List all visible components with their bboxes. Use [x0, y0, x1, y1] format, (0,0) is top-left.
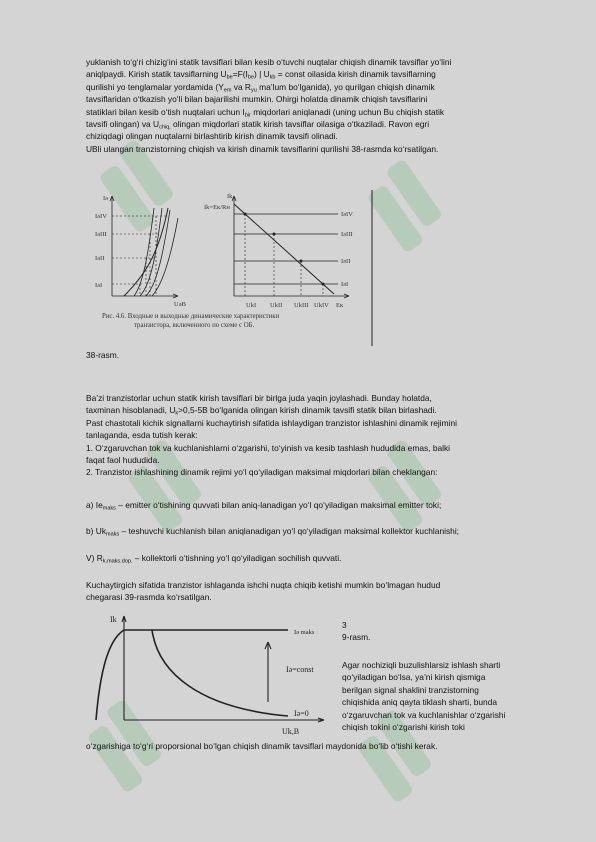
paragraph-nonlinear [342, 659, 547, 733]
text-line: chegarasi 39-rasmda ko‘rsatilgan. [86, 592, 212, 603]
text-line: tanlaganda, esda tutish kerak: [86, 430, 198, 441]
text-line: statiklari bilan kesib o‘tish nuqtalari uchun $I_{bir}$ miqdorlari aniqlanadi (uning uchun Bu chiqish statik [86, 106, 445, 119]
text-line: faqat faol hududida. [86, 455, 160, 466]
text-line: berilgan signal shaklini tranzistorning [342, 684, 479, 695]
output-characteristics-graph [232, 196, 349, 298]
text-line: tavsifi olingan) va $U_{chiq,}$ olingan miqdorlari statik kirish tavsiflar oilasiga o‘tkaziladi. Ravon egri [86, 119, 430, 131]
paragraph-dynamic-mode [86, 392, 546, 479]
paragraph-working-area [86, 579, 546, 604]
left-xlabel: UəB [174, 301, 186, 308]
figure-39 [88, 612, 338, 740]
list-item-v: V) $R_{k.maks.dop.}$ – kollektorli o‘tishning yo‘l qo‘yiladigan sochilish quvvati. [86, 553, 342, 565]
text-line: Past chastotali kichik signallarni kuchaytirish sifatida ishlaydigan tranzistor ishlashini dinamik rejimini [86, 417, 457, 428]
right-level: IəIII [341, 231, 353, 238]
text-line: Ba’zi tranzistorlar uchun statik kirish tavsiflari bir birlga juda yaqin joylashadi. Bunday holatda, [86, 393, 432, 403]
text-line: yuklanish to‘g‘ri chizig‘ini statik tavsiflari bilan kesib o‘tuvchi nuqtalar chiqish dinamik tavsiflar yo‘lini [86, 57, 452, 67]
right-level: IəI [341, 281, 349, 288]
fig39-ylabel: Ik [110, 615, 117, 624]
list-item-b: b) $Uk_{maks}$ – teshuvchi kuchlanish bilan aniqlanadigan yo‘l qo‘yiladigan maksimal kollektor kuchlanishi; [86, 526, 460, 538]
text-line: Kuchaytirgich sifatida tranzistor ishlaganda ishchi nuqta chiqib ketishi mumkin bo‘lmagan hudud [86, 580, 441, 590]
right-xtick: Eк [336, 302, 344, 309]
right-level: IəII [341, 258, 351, 265]
left-tick: IəI [95, 282, 103, 289]
text-line: qo‘yiladigan bo‘lsa, ya’ni kirish qismiga [342, 672, 486, 683]
text-line: chiqish tokini o‘zgarishi kirish toki [342, 722, 465, 733]
text-line: Agar nochiziqli buzulishlarsiz ishlash sharti [342, 660, 501, 670]
text-line: chiqishida aniq qayta tiklash sharti, bunda [342, 697, 498, 708]
fig39-max-label: Iə maks [294, 629, 315, 636]
text-line: tavsiflaridan o‘tkazish yo‘li bilan bajarilishi mumkin. Ohirgi holatda dinamik chiqish tavsiflarini [86, 94, 428, 105]
paragraph-intro [86, 56, 546, 155]
list-item-a: a) $Ie_{maks}$ – emitter o‘tishining quvvati bilan aniq-lanadigan yo‘l qo‘yiladigan maksimal emitter toki; [86, 500, 442, 512]
figure-38 [94, 188, 384, 348]
text-line: taxminan hisoblanadi, $U_k>0,5-5B$ bo‘lganida olingan kirish dinamik tavsifi statik bilan birlashadi. [86, 405, 437, 417]
text-line: 2. Tranzistor ishlashining dinamik rejimi yo‘l qo‘yiladigan maksimal miqdorlari bilan cheklangan: [86, 467, 438, 478]
fig39-const-label: Iə=const [286, 665, 314, 674]
figure-39-rasm: 9-rasm. [342, 632, 371, 643]
right-ylabel: Ik [227, 193, 233, 200]
text-line: UBli ulangan tranzistorning chiqish va kirish dinamik tavsiflarini qurilishi 38-rasmda ko‘rsatilgan. [86, 143, 439, 154]
left-tick: IəII [95, 255, 105, 262]
right-xtick: UkII [270, 302, 283, 309]
figure-39-label [342, 619, 547, 644]
fig39-xlabel: Uk,B [282, 727, 300, 736]
fig39-zero-label: Iə=0 [294, 709, 309, 718]
final-line: o‘zgarishiga to‘g‘ri proporsional bo‘lgan chiqish dinamik tavsiflari maydonida bo‘lib o‘tishi kerak. [86, 741, 438, 751]
right-xtick: UkIV [314, 302, 329, 309]
figure-38-caption: Рис. 4.6. Входные и выходные динамические характеристики транзистора, включенного по схеме с ОБ. [102, 313, 280, 329]
left-tick: IəIII [95, 231, 107, 238]
text-line: aniqlpaydi. Kirish statik tavsiflarning $U_{be}=F(I_{be})$ | $U_{kb}$ = const oilasida kirish dinamik tavsiflarning [86, 69, 436, 81]
input-characteristics-graph [110, 196, 178, 298]
figure-38-label: 38-rasm. [86, 350, 120, 360]
figure-39-diagram [88, 612, 338, 740]
right-xtick: UkI [246, 302, 257, 309]
text-line: o‘zgaruvchan tok va kuchlanishlar o‘zgarishi [342, 709, 506, 720]
left-tick: IəIV [95, 213, 107, 220]
figure-39-number: 3 [342, 620, 347, 630]
right-level: IəIV [341, 211, 353, 218]
text-line: qurilishi yo tenglamalar yordamida ($Y_{em}$ va $R_{yu}$ ma’lum bo‘lganida), yo qurilgan chiqish dinamik [86, 81, 435, 94]
right-xtick: UkIII [294, 302, 309, 309]
load-line-equation: Ik=Eк/Rн [204, 204, 230, 211]
text-line: chiziqdagi olingan nuqtalarni birlashtirib kirish dinamik tavsifi olinadi. [86, 131, 338, 142]
left-ylabel: Iə [103, 195, 109, 202]
text-line: 1. O‘zgaruvchan tok va kuchlanishlarni o‘zgarishi, to‘yinish va kesib tashlash hududida emas, balki [86, 442, 451, 453]
